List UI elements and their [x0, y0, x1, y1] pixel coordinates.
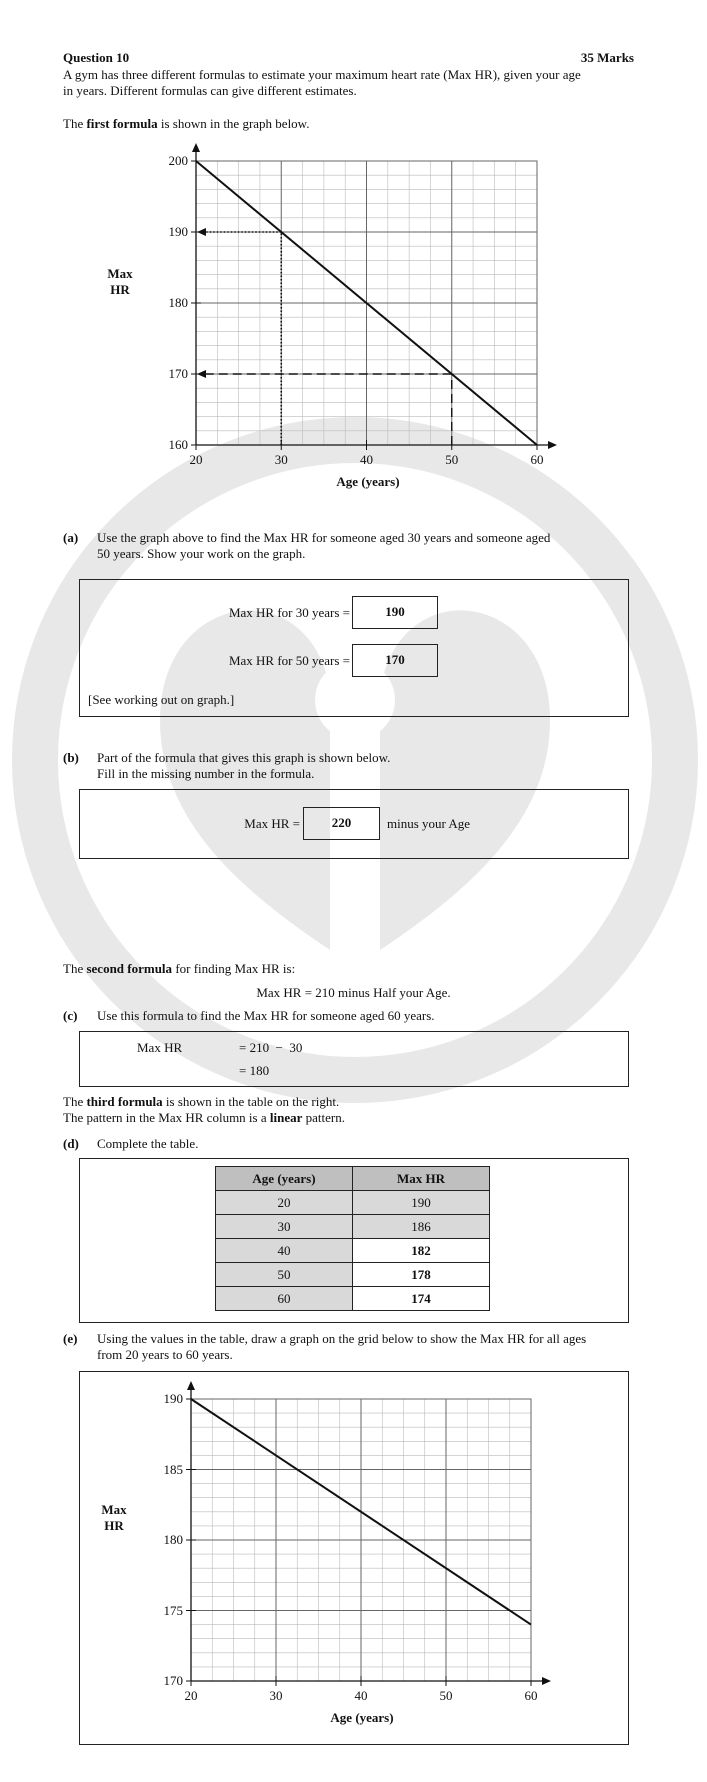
part-b-label: (b) [63, 750, 79, 765]
part-a-line-2: 50 years. Show your work on the graph. [97, 546, 306, 561]
x-tick-label: 60 [530, 452, 544, 467]
part-a-line-1: Use the graph above to find the Max HR for someone aged 30 years and someone aged [97, 530, 551, 545]
x-axis-arrow [542, 1677, 551, 1685]
table-cell-hr: 190 [353, 1191, 490, 1215]
y-tick-label: 190 [168, 224, 188, 239]
table-cell-hr-answer[interactable]: 182 [353, 1239, 490, 1263]
x-tick-label: 50 [445, 452, 459, 467]
y-tick-label: 185 [163, 1461, 183, 1477]
max-hr-table [215, 1166, 490, 1311]
part-e-question [63, 1331, 643, 1363]
second-formula-intro [63, 961, 643, 977]
part-a-row1-label: Max HR for 30 years = [228, 605, 350, 620]
graph-1-grid [191, 143, 557, 450]
table-header-max-hr: Max HR [353, 1167, 490, 1191]
table-row [216, 1263, 490, 1287]
third-l2-bold: linear [269, 1110, 303, 1125]
part-b-pre: Max HR = [244, 816, 300, 831]
x-tick-label: 30 [269, 1688, 283, 1703]
part-b-line-2: Fill in the missing number in the formula. [97, 766, 315, 781]
second-bold: second formula [86, 961, 173, 976]
x-axis-arrow [548, 441, 557, 449]
part-b-post: minus your Age [387, 816, 471, 831]
working-arrowhead [197, 370, 206, 378]
part-d-question [63, 1136, 643, 1152]
y-tick-label: 180 [168, 295, 188, 310]
table-row [216, 1287, 490, 1311]
part-c-step-1: = 210 − 30 [239, 1040, 303, 1055]
table-cell-hr-answer[interactable]: 178 [353, 1263, 490, 1287]
graph-1-ylabel [100, 266, 140, 298]
part-a-note: [See working out on graph.] [88, 692, 235, 707]
graph-2-ylabel-2: HR [104, 1518, 124, 1533]
part-a-row1-answer[interactable]: 190 [352, 596, 438, 629]
table-cell-age: 30 [216, 1215, 353, 1239]
third-l2-post: pattern. [302, 1110, 345, 1125]
table-cell-age: 50 [216, 1263, 353, 1287]
x-tick-label: 40 [360, 452, 373, 467]
intro-line-1: A gym has three different formulas to estimate your maximum heart rate (Max HR), given your age [63, 67, 581, 82]
y-tick-label: 160 [168, 437, 188, 452]
table-cell-age: 60 [216, 1287, 353, 1311]
y-tick-label: 170 [168, 366, 188, 381]
graph-1 [0, 0, 707, 500]
question-title: Question 10 [63, 50, 130, 65]
part-a-question [63, 530, 643, 562]
table-header-row [216, 1167, 490, 1191]
table-cell-hr: 186 [353, 1215, 490, 1239]
part-d-text: Complete the table. [97, 1136, 199, 1151]
part-c-text: Use this formula to find the Max HR for someone aged 60 years. [97, 1008, 435, 1023]
table-cell-hr-answer[interactable]: 174 [353, 1287, 490, 1311]
second-formula: Max HR = 210 minus Half your Age. [256, 985, 451, 1000]
x-tick-label: 40 [354, 1688, 368, 1703]
graph-2-xlabel: Age (years) [330, 1710, 394, 1725]
x-tick-label: 20 [184, 1688, 198, 1703]
y-tick-label: 175 [163, 1602, 183, 1618]
part-b-answer[interactable]: 220 [303, 807, 380, 840]
part-a-label: (a) [63, 530, 79, 545]
part-c-step-2: = 180 [239, 1063, 270, 1078]
first-bold: first formula [86, 116, 158, 131]
table-row [216, 1191, 490, 1215]
y-axis-arrow [192, 143, 200, 152]
part-e-line-2: from 20 years to 60 years. [97, 1347, 233, 1362]
y-tick-label: 200 [168, 153, 188, 168]
part-c-question [63, 1008, 643, 1024]
first-post: is shown in the graph below. [157, 116, 310, 131]
second-post: for finding Max HR is: [172, 961, 296, 976]
part-d-label: (d) [63, 1136, 79, 1151]
y-tick-label: 180 [163, 1532, 183, 1547]
x-tick-label: 50 [439, 1688, 453, 1703]
y-tick-label: 170 [163, 1673, 183, 1688]
graph-2-ylabel-1: Max [101, 1502, 127, 1517]
part-b-question [63, 750, 643, 782]
graph-1-ylabel-1: Max [107, 266, 133, 281]
third-l2-pre: The pattern in the Max HR column is a [63, 1110, 270, 1125]
part-e-line-1: Using the values in the table, draw a graph on the grid below to show the Max HR for all ages [97, 1331, 587, 1346]
third-formula-intro [63, 1094, 643, 1126]
table-row [216, 1215, 490, 1239]
x-tick-label: 30 [274, 452, 288, 467]
y-tick-label: 190 [163, 1391, 183, 1406]
x-tick-label: 60 [524, 1688, 538, 1703]
table-cell-age: 20 [216, 1191, 353, 1215]
graph-1-ylabel-2: HR [110, 282, 130, 297]
graph-1-xlabel: Age (years) [336, 474, 400, 489]
third-l1-bold: third formula [86, 1094, 163, 1109]
third-l1-post: is shown in the table on the right. [162, 1094, 340, 1109]
x-tick-label: 20 [189, 452, 203, 467]
part-c-label: (c) [63, 1008, 78, 1023]
graph-2-grid [186, 1381, 551, 1686]
intro-line-2: in years. Different formulas can give different estimates. [63, 83, 357, 98]
part-c-lhs: Max HR [137, 1040, 183, 1055]
table-row [216, 1239, 490, 1263]
question-marks: 35 Marks [580, 50, 634, 65]
first-pre: The [63, 116, 87, 131]
working-arrowhead [197, 228, 206, 236]
graph-2-ylabel [94, 1502, 134, 1534]
table-cell-age: 40 [216, 1239, 353, 1263]
part-a-row2-label: Max HR for 50 years = [228, 653, 350, 668]
table-header-age: Age (years) [216, 1167, 353, 1191]
third-l1-pre: The [63, 1094, 87, 1109]
part-b-line-1: Part of the formula that gives this graph is shown below. [97, 750, 391, 765]
part-a-row2-answer[interactable]: 170 [352, 644, 438, 677]
y-axis-arrow [187, 1381, 195, 1390]
second-pre: The [63, 961, 87, 976]
part-e-label: (e) [63, 1331, 78, 1346]
